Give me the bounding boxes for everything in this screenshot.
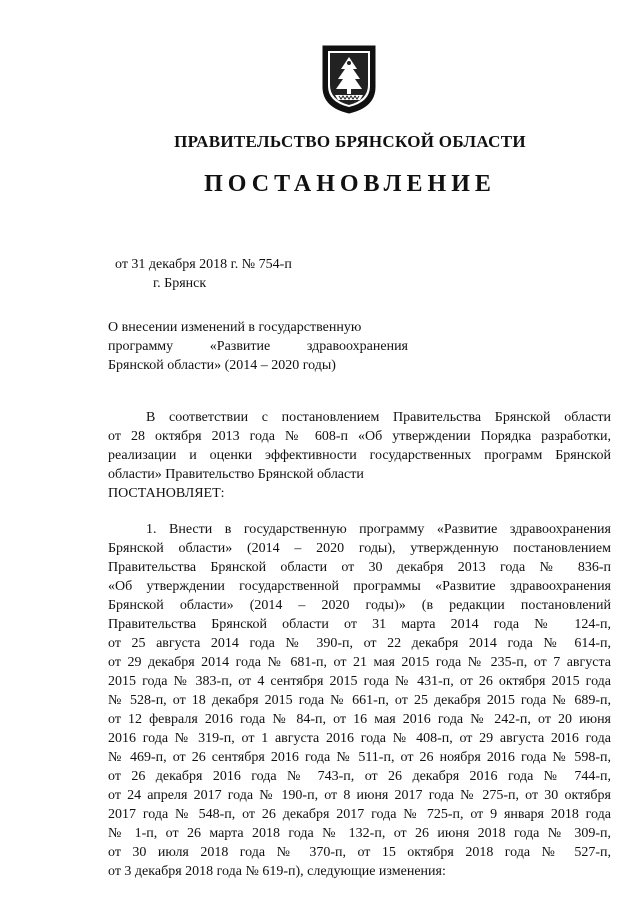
paragraph-line: реализации и оценки эффективности государственных программ Брянской: [108, 448, 611, 463]
paragraph-line: от 30 июля 2018 года № 370-п, от 15 октября 2018 года № 527-п,: [108, 845, 611, 860]
paragraph-line: 2016 года № 319-п, от 1 августа 2016 года № 408-п, от 29 августа 2016 года: [108, 731, 611, 746]
document-city: г. Брянск: [153, 276, 207, 291]
paragraph-line: Правительства Брянской области от 30 декабря 2013 года № 836-п: [108, 560, 611, 575]
paragraph-line: от 28 октября 2013 года № 608-п «Об утверждении Порядка разработки,: [108, 429, 611, 444]
paragraph-line: 2017 года № 548-п, от 26 декабря 2017 года № 725-п, от 9 января 2018 года: [108, 807, 611, 822]
subject-line: Брянской области» (2014 – 2020 годы): [108, 358, 336, 373]
paragraph-line: Правительства Брянской области от 31 марта 2014 года № 124-п,: [108, 617, 611, 632]
paragraph-line: от 3 декабря 2018 года № 619-п), следующие изменения:: [108, 864, 446, 879]
preamble-paragraph: [108, 408, 611, 503]
document-subject: [108, 318, 408, 375]
paragraph-line: 2015 года № 383-п, от 4 сентября 2015 года № 431-п, от 26 октября 2015 года: [108, 674, 611, 689]
resolves-heading: ПОСТАНОВЛЯЕТ:: [108, 486, 225, 501]
paragraph-line: от 25 августа 2014 года № 390-п, от 22 декабря 2014 года № 614-п,: [108, 636, 611, 651]
paragraph-line: «Об утверждении государственной программы «Развитие здравоохранения: [108, 579, 611, 594]
paragraph-line: Брянской области» (2014 – 2020 годы)» (в редакции постановлений: [108, 598, 611, 613]
subject-line: О внесении изменений в государственную: [108, 320, 362, 335]
document-type-title: ПОСТАНОВЛЕНИЕ: [204, 171, 496, 197]
paragraph-line: от 12 февраля 2016 года № 84-п, от 16 мая 2016 года № 242-п, от 20 июня: [108, 712, 611, 727]
paragraph-line: от 24 апреля 2017 года № 190-п, от 8 июня 2017 года № 275-п, от 30 октября: [108, 788, 611, 803]
paragraph-line: области» Правительство Брянской области: [108, 467, 364, 482]
government-name: ПРАВИТЕЛЬСТВО БРЯНСКОЙ ОБЛАСТИ: [174, 132, 526, 151]
bryansk-coat-of-arms-icon: [319, 43, 379, 115]
paragraph-line: № 1-п, от 26 марта 2018 года № 132-п, от 26 июня 2018 года № 309-п,: [108, 826, 611, 841]
subject-line: программу «Развитие здравоохранения: [108, 339, 408, 354]
paragraph-line: от 26 декабря 2016 года № 743-п, от 26 декабря 2016 года № 744-п,: [108, 769, 611, 784]
paragraph-line: Брянской области» (2014 – 2020 годы), утвержденную постановлением: [108, 541, 611, 556]
paragraph-line: от 29 декабря 2014 года № 681-п, от 21 мая 2015 года № 235-п, от 7 августа: [108, 655, 611, 670]
paragraph-line: № 528-п, от 18 декабря 2015 года № 661-п, от 25 декабря 2015 года № 689-п,: [108, 693, 611, 708]
paragraph-line: 1. Внести в государственную программу «Развитие здравоохранения: [146, 522, 611, 537]
paragraph-line: № 469-п, от 26 сентября 2016 года № 511-п, от 26 ноября 2016 года № 598-п,: [108, 750, 611, 765]
item-1-paragraph: [108, 520, 611, 881]
document-date-number: от 31 декабря 2018 г. № 754-п: [115, 257, 292, 272]
paragraph-line: В соответствии с постановлением Правительства Брянской области: [146, 410, 611, 425]
